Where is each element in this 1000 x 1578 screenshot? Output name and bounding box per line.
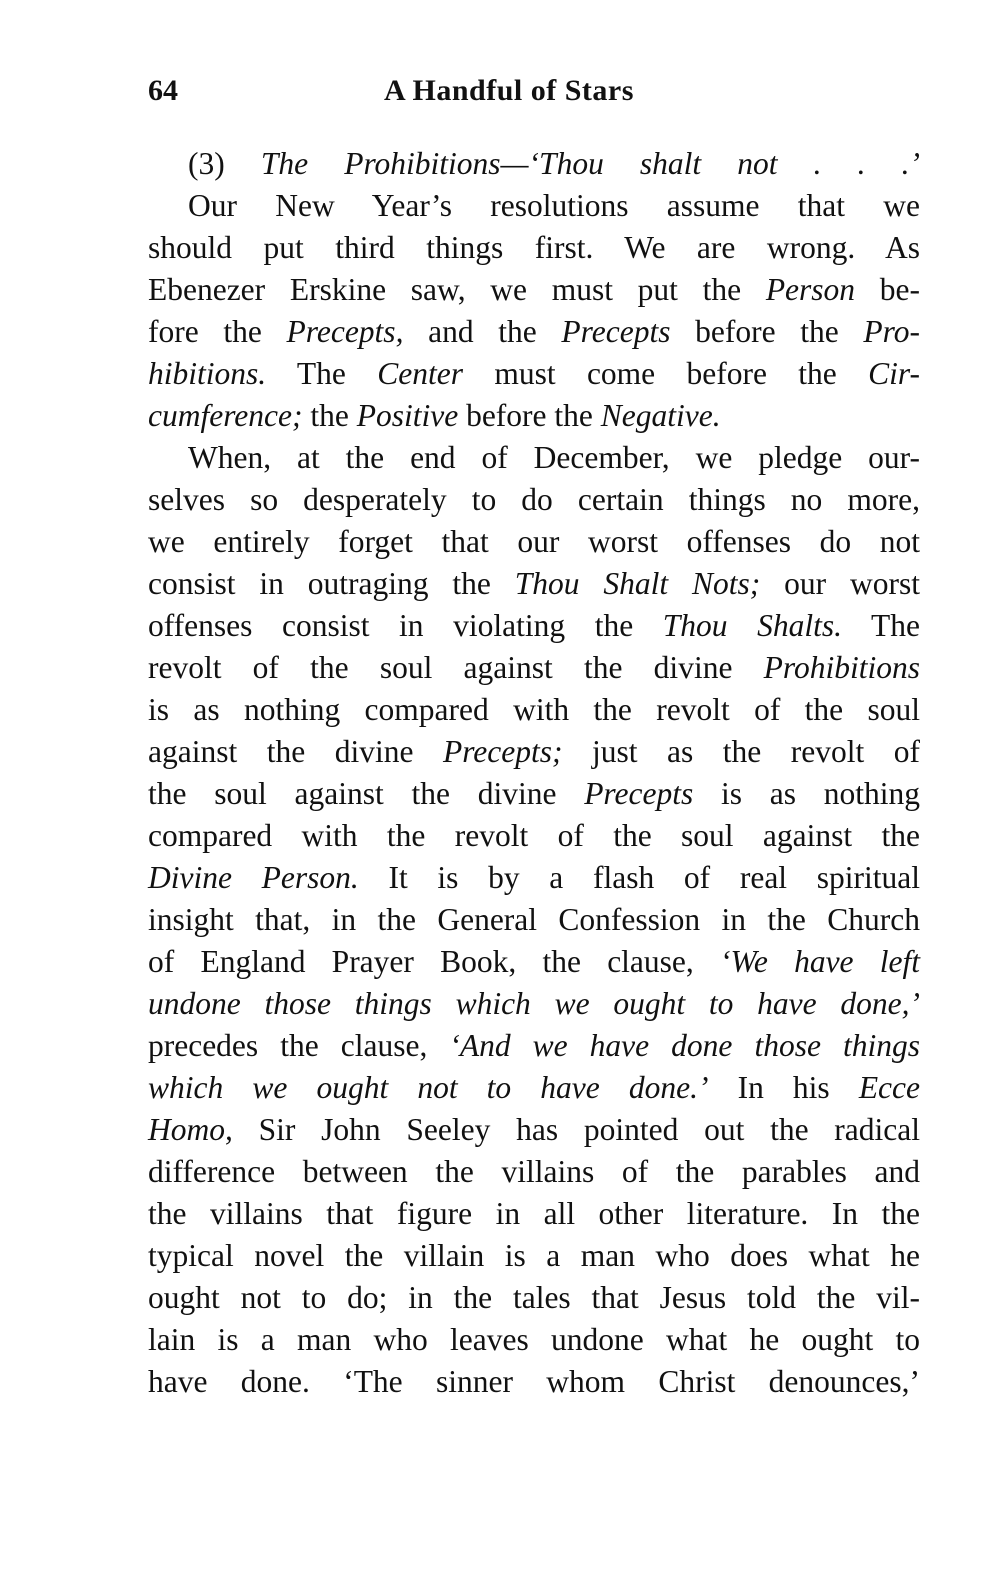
italic-text-run: Thou Shalts. — [662, 608, 843, 643]
text-run: revolt of the soul against the divine — [148, 650, 764, 685]
text-run: and the — [403, 314, 562, 349]
text-run: compared with the revolt of the soul against the — [148, 818, 920, 853]
text-run: It is by a flash of real spiritual — [358, 860, 920, 895]
body-text — [148, 143, 920, 1403]
italic-text-run: Homo, — [148, 1112, 233, 1147]
italic-text-run: Ecce — [858, 1070, 920, 1105]
italic-text-run: Thou Shalt Nots; — [514, 566, 761, 601]
text-run: Ebenezer Erskine saw, we must put the — [148, 272, 766, 307]
paragraph-2-line — [148, 899, 920, 941]
italic-text-run: ‘And we have done those things — [449, 1028, 920, 1063]
text-run: precedes the clause, — [148, 1028, 450, 1063]
italic-text-run: Pro- — [863, 314, 920, 349]
text-run: insight that, in the General Confession in the Church — [148, 902, 920, 937]
paragraph-2-line — [148, 563, 920, 605]
italic-text-run: Precepts, — [286, 314, 404, 349]
italic-text-run: Center — [377, 356, 463, 391]
book-title: A Handful of Stars — [384, 74, 634, 107]
italic-text-run: Person — [765, 272, 856, 307]
paragraph-2-line — [148, 941, 920, 983]
text-run: must come before the — [462, 356, 869, 391]
paragraph-2-line — [148, 1193, 920, 1235]
text-run: the villains that figure in all other literature. In the — [148, 1196, 920, 1231]
text-run: lain is a man who leaves undone what he ought to — [148, 1322, 920, 1357]
italic-text-run: Cir- — [868, 356, 921, 391]
italic-text-run: Precepts — [584, 776, 694, 811]
text-run: ought not to do; in the tales that Jesus told the vil- — [148, 1280, 920, 1315]
paragraph-1-line — [148, 353, 920, 395]
text-run: fore the — [148, 314, 287, 349]
text-run: is as nothing — [693, 776, 920, 811]
text-run: we entirely forget that our worst offenses do not — [148, 524, 920, 559]
text-run: difference between the villains of the parables and — [148, 1154, 920, 1189]
paragraph-2-line — [148, 815, 920, 857]
text-run: The — [266, 356, 378, 391]
text-run: before the — [458, 398, 601, 433]
paragraph-2-line — [148, 1361, 920, 1403]
paragraph-2-line — [148, 1235, 920, 1277]
italic-text-run: Negative. — [600, 398, 721, 433]
paragraph-2-line — [148, 1151, 920, 1193]
paragraph-2-line — [148, 983, 920, 1025]
italic-text-run: which we ought not to have done.’ — [148, 1070, 709, 1105]
paragraph-2-line — [148, 647, 920, 689]
text-run: be- — [855, 272, 920, 307]
paragraph-2-line — [148, 1319, 920, 1361]
running-head — [148, 74, 920, 120]
text-run: In his — [708, 1070, 859, 1105]
text-run: (3) — [188, 146, 261, 181]
italic-text-run: cumference; — [148, 398, 303, 433]
text-run: Our New Year’s resolutions assume that we — [188, 188, 920, 223]
italic-text-run: Prohibitions — [763, 650, 920, 685]
paragraph-1-line — [148, 395, 920, 437]
paragraph-2-line — [148, 773, 920, 815]
paragraph-1-line — [148, 311, 920, 353]
paragraph-2-line — [148, 605, 920, 647]
paragraph-2-line — [148, 1109, 920, 1151]
paragraph-2-line — [148, 437, 920, 479]
paragraph-2-line — [148, 1025, 920, 1067]
italic-text-run: undone those things which we ought to have done,’ — [148, 986, 920, 1021]
italic-text-run: Precepts; — [442, 734, 563, 769]
text-run: The — [842, 608, 921, 643]
text-run: against the divine — [148, 734, 443, 769]
text-run: have done. ‘The sinner whom Christ denounces,’ — [148, 1364, 920, 1399]
italic-text-run: Divine Person. — [148, 860, 359, 895]
paragraph-1-line — [148, 269, 920, 311]
text-run: offenses consist in violating the — [148, 608, 663, 643]
italic-text-run: Positive — [356, 398, 459, 433]
italic-text-run: ‘We have left — [720, 944, 920, 979]
text-run: the soul against the divine — [148, 776, 585, 811]
text-run: our worst — [760, 566, 920, 601]
text-run: Sir John Seeley has pointed out the radical — [232, 1112, 920, 1147]
paragraph-2-line — [148, 521, 920, 563]
text-run: consist in outraging the — [148, 566, 515, 601]
text-run: selves so desperately to do certain things no more, — [148, 482, 920, 517]
text-run: before the — [670, 314, 864, 349]
italic-text-run: The Prohibitions—‘Thou shalt not . . .’ — [260, 146, 920, 181]
paragraph-1-line — [148, 185, 920, 227]
italic-text-run: hibitions. — [148, 356, 267, 391]
text-run: of England Prayer Book, the clause, — [148, 944, 721, 979]
italic-text-run: Precepts — [561, 314, 671, 349]
text-run: typical novel the villain is a man who does what he — [148, 1238, 920, 1273]
text-run: When, at the end of December, we pledge our- — [188, 440, 920, 475]
section-heading-line — [148, 143, 920, 185]
paragraph-1-line — [148, 227, 920, 269]
paragraph-2-line — [148, 857, 920, 899]
text-run: just as the revolt of — [562, 734, 920, 769]
paragraph-2-line — [148, 689, 920, 731]
page-number: 64 — [148, 74, 178, 107]
paragraph-2-line — [148, 1277, 920, 1319]
paragraph-2-line — [148, 479, 920, 521]
text-run: should put third things first. We are wrong. As — [148, 230, 920, 265]
text-run: is as nothing compared with the revolt of the soul — [148, 692, 920, 727]
paragraph-2-line — [148, 731, 920, 773]
text-run: the — [302, 398, 357, 433]
paragraph-2-line — [148, 1067, 920, 1109]
